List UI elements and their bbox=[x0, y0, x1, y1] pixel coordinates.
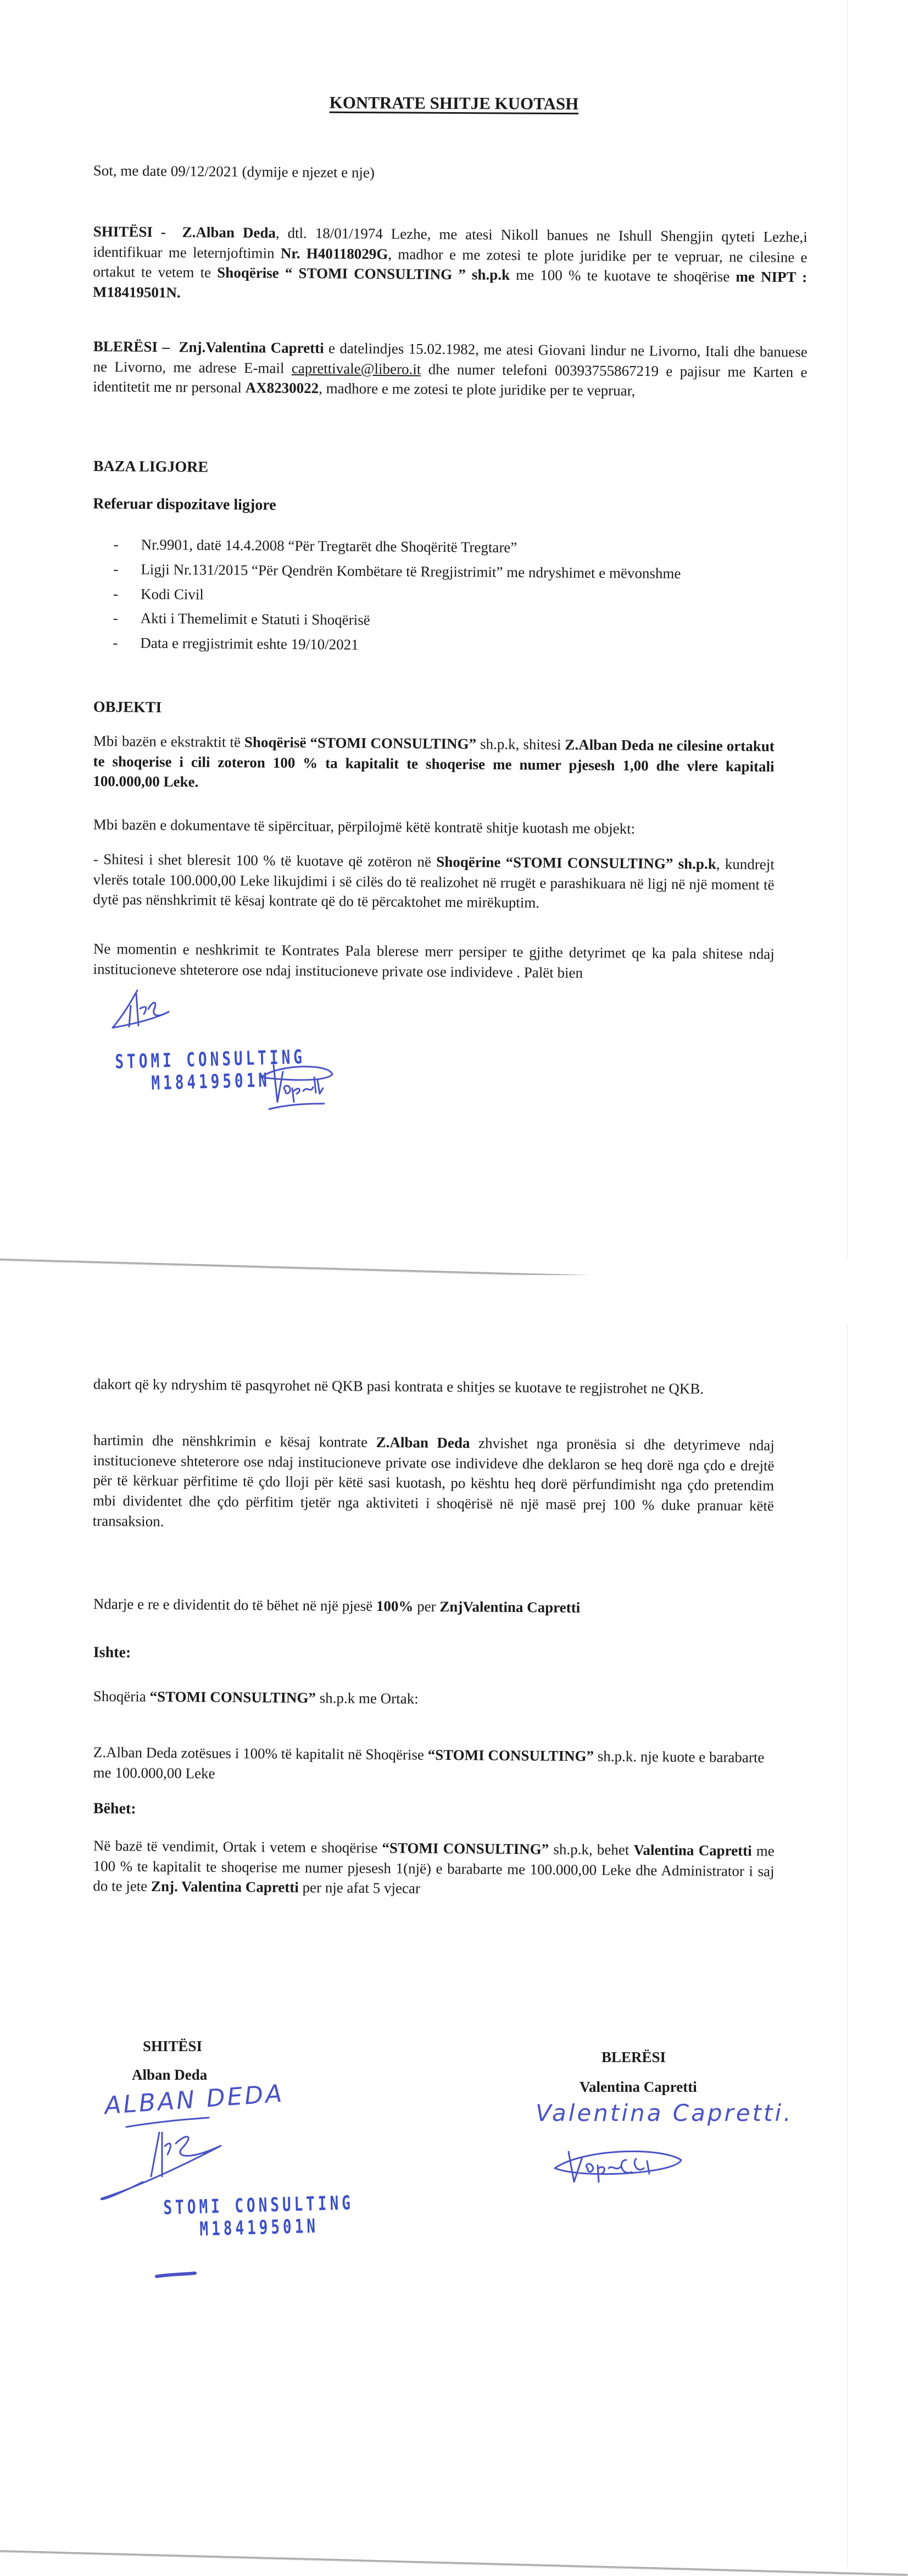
buyer-signature-page-1 bbox=[258, 1061, 335, 1110]
seller-paragraph: SHITËSI - Z.Alban Deda, dtl. 18/01/1974 Lezhe, me atesi Nikoll banues ne Ishull Shengjin qyteti Lezhe,i identifikuar me leternjoftimin Nr. H40118029G, madhor e me zotesi te plote juridike per te vepruar, ne cilesine e ortakut te vetem te Shoqërise “ STOMI CONSULTING ” sh.p.k me 100 % te kuotave te shoqërise me NIPT : M18419501N. bbox=[92, 223, 807, 301]
becomes-heading: Bëhet: bbox=[93, 1800, 136, 1818]
seller-sign-label: SHITËSI bbox=[143, 2038, 203, 2054]
was-paragraph-2: Z.Alban Deda zotësues i 100% të kapitalit në Shoqërise “STOMI CONSULTING” sh.p.k. nje kuote e barabarte me 100.000,00 Leke bbox=[93, 1744, 765, 1782]
seller-company-ref: Shoqërise “ STOMI CONSULTING ” sh.p.k bbox=[217, 264, 510, 284]
legal-basis-heading: BAZA LIGJORE bbox=[93, 457, 209, 476]
buyer-handwritten-name: Valentina Capretti. bbox=[536, 2099, 793, 2126]
object-paragraph-2: Mbi bazën e dokumentave të sipërcituar, përpilojmë këtë kontratë shitje kuotash me objekt: bbox=[93, 816, 636, 837]
legal-basis-item: - Akti i Themelimit e Statuti i Shoqërisë bbox=[113, 608, 783, 634]
ink-mark bbox=[154, 2270, 198, 2281]
company-stamp-page-1: STOMI CONSULTING M18419501N bbox=[114, 1046, 306, 1095]
seller-label: SHITËSI - bbox=[93, 223, 166, 241]
was-paragraph-1: Shoqëria “STOMI CONSULTING” sh.p.k me Ortak: bbox=[93, 1688, 419, 1707]
becomes-paragraph: Në bazë të vendimit, Ortak i vetem e shoqërise “STOMI CONSULTING” sh.p.k, behet Valentina Capretti me 100 % te kapitalit te shoqerise me numer pjesesh 1(një) e barabarte me 100.000,00 Leke dhe Administrator i saj do te jete Znj. Valentina Capretti per nje afat 5 vjecar bbox=[93, 1837, 775, 1897]
buyer-personal-id: AX8230022 bbox=[245, 379, 319, 397]
company-stamp: STOMI CONSULTING M18419501N bbox=[163, 2192, 354, 2241]
company-nipt: me NIPT : M18419501N. bbox=[92, 268, 807, 301]
seller-name: Z.Alban Deda bbox=[182, 224, 276, 241]
relinquish-paragraph: hartimin dhe nënshkrimin e kësaj kontrate Z.Alban Deda zhvishet nga pronësia si dhe detyrimeve ndaj institucioneve shteterore ose ndaj institucioneve private ose individeve dhe deklaron se heq dorë nga çdo e drejtë për të kërkuar përfitime të çdo lloji për këtë sasi kuotash, po kështu heq dorë përfundimisht nga çdo pretendim mbi dividentet dhe çdo përfitim tjetër nga aktiviteti i shoqërisë në një masë prej 100 % duke pranuar këtë transaksion. bbox=[92, 1432, 775, 1530]
buyer-signature bbox=[549, 2143, 692, 2193]
seller-sign-name: Alban Deda bbox=[132, 2067, 208, 2083]
buyer-label: BLERËSI – bbox=[93, 337, 170, 356]
legal-basis-item: - Ligji Nr.131/2015 “Për Qendrën Kombëtare të Rregjistrimit” me ndryshimet e mëvonshme bbox=[113, 559, 783, 584]
seller-id-number: Nr. H40118029G bbox=[280, 245, 388, 262]
buyer-sign-name: Valentina Capretti bbox=[580, 2079, 697, 2095]
legal-basis-item: - Nr.9901, datë 14.4.2008 “Për Tregtarët dhe Shoqëritë Tregtare” bbox=[114, 534, 784, 559]
legal-basis-list bbox=[113, 534, 784, 658]
buyer-email-link[interactable]: caprettivale@libero.it bbox=[291, 359, 421, 378]
document-title: KONTRATE SHITJE KUOTASH bbox=[329, 92, 579, 114]
buyer-paragraph: BLERËSI – Znj.Valentina Capretti e datelindjes 15.02.1982, me atesi Giovani lindur ne Livorno, Itali dhe banuese ne Livorno, me adrese E-mail caprettivale@libero.it dhe numer telefoni 00393755867219 e pajisur me Karten e identitetit me nr personal AX8230022, madhore e me zotesi te plote juridike per te vepruar, bbox=[93, 337, 807, 400]
page-edge-right bbox=[847, 0, 848, 1259]
object-paragraph-3: - Shitesi i shet bleresit 100 % të kuotave që zotëron në Shoqërine “STOMI CONSULTING” sh.p.k, kundrejt vlerës totale 100.000,00 Leke likujdimi i së cilës do të realizohet në rrugët e parashikuara në ligj në një moment të dytë pas nënshkrimit të kësaj kontrate që do të përcaktohet me mirëkuptim. bbox=[93, 850, 775, 911]
document-page-1 bbox=[0, 0, 908, 1259]
seller-handwritten-name: ALBAN DEDA bbox=[103, 2079, 285, 2120]
object-paragraph-1: Mbi bazën e ekstraktit të Shoqërisë “STOMI CONSULTING” sh.p.k, shitesi Z.Alban Deda ne cilesine ortakut te shoqerise i cili zoteron 100 % ta kapitalit te shoqerise me numer pjesesh 1,00 dhe vlere kapitali 100.000,00 Leke. bbox=[93, 732, 775, 790]
buyer-name: Znj.Valentina Capretti bbox=[179, 339, 324, 357]
legal-basis-subheading: Referuar dispozitave ligjore bbox=[93, 495, 276, 514]
agreement-paragraph: dakort që ky ndryshim të pasqyrohet në QKB pasi kontrata e shitjes se kuotave te regjistrohet ne QKB. bbox=[93, 1376, 704, 1397]
dividend-paragraph: Ndarje e re e dividentit do të bëhet në një pjesë 100% per ZnjValentina Capretti bbox=[93, 1596, 581, 1616]
page-edge-right bbox=[847, 1325, 848, 2567]
legal-basis-item: - Data e rregjistrimit eshte 19/10/2021 bbox=[113, 633, 783, 658]
object-paragraph-4: Ne momentin e neshkrimit te Kontrates Pala blerese merr persiper te gjithe detyrimet qe ka pala shitese ndaj institucioneve shteterore ose ndaj institucioneve private ose individeve . Palët bien bbox=[93, 940, 775, 981]
legal-basis-section bbox=[92, 456, 807, 663]
document-page-2 bbox=[0, 1275, 908, 2570]
object-heading: OBJEKTI bbox=[93, 698, 162, 716]
buyer-sign-label: BLERËSI bbox=[601, 2049, 666, 2065]
seller-signature-page-1 bbox=[110, 989, 176, 1033]
was-heading: Ishte: bbox=[93, 1644, 131, 1661]
legal-basis-item: - Kodi Civil bbox=[113, 584, 783, 609]
date-line: Sot, me date 09/12/2021 (dymije e njezet e nje) bbox=[93, 162, 375, 181]
